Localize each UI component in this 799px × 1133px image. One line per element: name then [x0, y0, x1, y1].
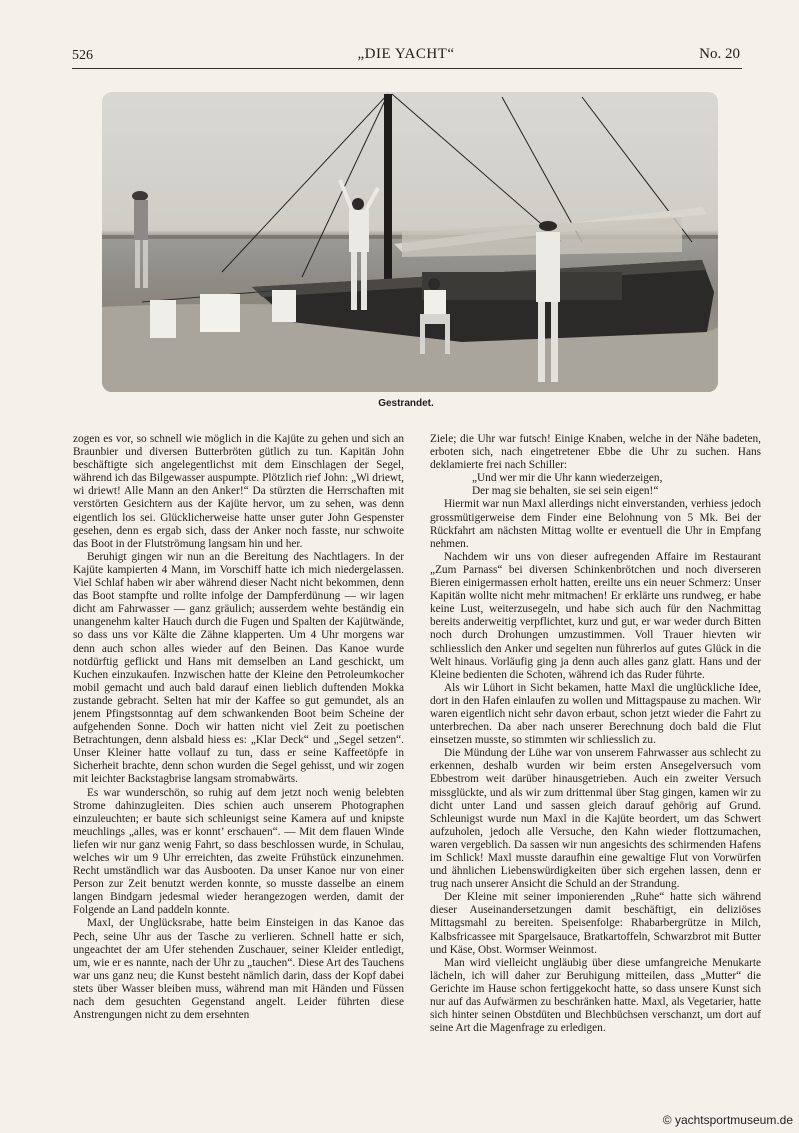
right-paragraph-4: Die Mündung der Lühe war von unserem Fahrwasser aus schlecht zu erkennen, deshalb wurden wir beim ersten Ansegelversuch vom Ebbestrom weit darüber hinausgetrieben. Auch ein zweiter Versuch missglückte, und als wir zum drittenmal über Stag gingen, kamen wir zu dicht unter Land und sassen gleich darauf gehörig auf Grund. Schleunigst wurde nun Maxl in die Kajüte beordert, um das Schwert aufzuholen, jedoch alle Versuche, den Kahn wieder flottzumachen, waren vergeblich. Da sassen wir nun angesichts des schirmenden Hafens im Schlick! Maxl musste daraufhin eine gewaltige Flut von Vorwürfen und ähnlichen Liebenswürdigkeiten über sich ergehen lassen, denn er trug nach unserer Ansicht die Schuld an der Strandung. [430, 747, 761, 891]
journal-title: „DIE YACHT“ [357, 46, 455, 62]
header-rule [72, 68, 742, 69]
left-paragraph-4: Maxl, der Unglücksrabe, hatte beim Einsteigen in das Kanoe das Pech, seine Uhr aus der Tasche zu verlieren. Schnell hatte er sich, ungeachtet der am Ufer stehenden Zuschauer, seiner Kleider entledigt, um, wie er es nannte, nach der Uhr zu „tauchen“. Diese Art des Tauchens war uns ganz neu; die Kunst besteht nämlich darin, dass der Kopf dabei stets über Wasser bleiben muss, während man mit Händen und Füssen nach dem gesuchten Gegenstand angelt. Leider führten diese Anstrengungen nicht zu dem ersehnten [73, 917, 404, 1022]
right-opening-paragraph: Ziele; die Uhr war futsch! Einige Knaben, welche in der Nähe badeten, erboten sich, nach eingetretener Ebbe die Uhr zu suchen. Hans deklamierte frei nach Schiller: [430, 433, 761, 472]
right-paragraph-3: Als wir Lühort in Sicht bekamen, hatte Maxl die unglückliche Idee, dort in den Hafen einlaufen zu wollen und Mittagspause zu machen. Wir waren eigentlich nicht sehr davon erbaut, schon jetzt wieder die Fahrt zu unterbrechen. Da aber nach unserer Berechnung doch bald die Flut einsetzen musste, so stimmten wir schliesslich zu. [430, 681, 761, 747]
left-column [73, 433, 404, 1093]
page-number: 526 [72, 48, 93, 63]
page-header [72, 44, 740, 66]
right-paragraph-6: Man wird vielleicht ungläubig über diese umfangreiche Menukarte lächeln, ich will daher zur Beruhigung mitteilen, dass „Mutter“ die Gerichte im Hause schon fertiggekocht hatte, so dass unsere Kunst sich nur auf das Aufwärmen zu beschränken hatte. Maxl, als Vegetarier, hatte sich hinter seinen Obstdüten und Blechbüchsen verschanzt, um dort auf seine Art die Magenfrage zu erledigen. [430, 956, 761, 1035]
figure-caption: Gestrandet. [378, 398, 434, 409]
right-paragraph-2: Nachdem wir uns von dieser aufregenden Affaire im Restaurant „Zum Parnass“ bei diversen Schinkenbrötchen und noch diverseren Bieren einigermassen erholt hatten, ereilte uns ein neuer Schmerz: Unser Kapitän wollte nicht mehr mitmachen! Er erklärte uns rundweg, er habe keine Lust, weiterzusegeln, und habe sich auch für den Nachmittag bereits anderweitig verpflichtet, kurz und gut, er war weder durch Bitten noch durch Drohungen umzustimmen. Voll Trauer hievten wir schliesslich den Anker und segelten nun führerlos auf gutes Glück in die Welt hinaus. Vorläufig ging ja denn auch alles ganz glatt. Hans und der Kleine bedienten die Schoten, während ich das Ruder führte. [430, 550, 761, 681]
issue-number: No. 20 [699, 46, 740, 62]
left-paragraph-1: zogen es vor, so schnell wie möglich in die Kajüte zu gehen und sich an Braunbier und diversen Butterbröten gütlich zu tun. Kapitän John beschäftigte sich angelegentlichst mit dem Einschlagen der Segel, während ich das Bilgewasser auspumpte. Plötzlich rief John: „Wi driewt, wi driewt! Alle Mann an den Anker!“ Da stürzten die Herrschaften mit verstörten Gesichtern aus der Kajüte hervor, um zu sehen, was denn eigentlich los sei. Glücklicherweise hatte unser guter John Gespenster gesehen, denn es ergab sich, dass der Anker noch fasste, nur schwoite das Boot in der Flutströmung langsam hin und her. [73, 433, 404, 550]
left-paragraph-2: Beruhigt gingen wir nun an die Bereitung des Nachtlagers. In der Kajüte kampierten 4 Mann, im Vorschiff hatte ich mich niedergelassen. Viel Schlaf haben wir aber während dieser Nacht nicht bekommen, denn das Boot stampfte und rollte infolge der Dampferdünung — wir lagen dicht am Fahrwasser — ganz gräulich; ausserdem wehte beständig ein unangenehm kalter Hauch durch die Fugen und Spalten der Kajütwände, so dass uns vor Kälte die Zähne klapperten. Um 4 Uhr morgens war denn auch schon alles wieder auf den Beinen. Das Kanoe wurde notdürftig geflickt und Hans mit demselben an Land geschickt, um Kuchen einzukaufen. Inzwischen hatte der Kleine den Petroleumkocher mobil gemacht und auch bald darauf einen lieblich duftenden Mokka zustande gebracht. Selten hat mir der Kaffee so gut gemundet, als an jenem Pfingstsonntag auf dem schwankenden Boot beim Scheine der aufgehenden Sonne. Doch wir hatten nicht viel Zeit zu poetischen Betrachtungen, denn alsbald hiess es: „Klar Deck“ und „Segel setzen“. Unser Kleiner hatte vollauf zu tun, dass er seine Kaffeetöpfe in Sicherheit brachte, denn schon wurden die Segel gehisst, und wir zogen mit leichter Backstagbrise langsam stromabwärts. [73, 550, 404, 786]
schiller-verse-line-1: „Und wer mir die Uhr kann wiederzeigen, [472, 472, 663, 485]
right-paragraph-1: Hiermit war nun Maxl allerdings nicht einverstanden, verhiess jedoch grossmütigerweise dem Finder eine Belohnung von 5 Mk. Bei der Rückfahrt am nächsten Mittag wollte er eventuell die Uhr in Empfang nehmen. [430, 498, 761, 550]
left-paragraph-3: Es war wunderschön, so ruhig auf dem jetzt noch wenig belebten Strome dahinzugleiten. Dies schien auch unserem Photographen einzuleuchten; er baute sich schleunigst seine Kamera auf und knipste meuchlings „alles, was er konnt’ erschauen“. — Mit dem flauen Winde liefen wir nur ganz wenig Fahrt, so dass beschlossen wurde, in Schulau, welches wir um 9 Uhr erreichten, das zweite Frühstück einzunehmen. Recht umständlich war das Ausbooten. Da unser Kanoe nur von einer Person zur Zeit benutzt werden konnte, so musste dasselbe an einem langen Bindgarn jedesmal wieder herangezogen werden, damit der Folgende an Land paddeln konnte. [73, 786, 404, 917]
copyright-watermark: © yachtsportmuseum.de [662, 1113, 793, 1127]
stranded-boat-photo [102, 92, 718, 392]
right-column [430, 433, 761, 1093]
right-paragraph-5: Der Kleine mit seiner imponierenden „Ruhe“ hatte sich während dieser Auseinandersetzungen damit beschäftigt, ein deliziöses Mittagsmahl zu bereiten. Speisenfolge: Rhabarbergrütze in Milch, Kalbsfricassee mit Spargelsauce, Bratkartoffeln, Schwarzbrot mit Butter und Käse, Obst. Wormser Weinmost. [430, 891, 761, 956]
schiller-verse-line-2: Der mag sie behalten, sie sei sein eigen!“ [472, 485, 659, 498]
